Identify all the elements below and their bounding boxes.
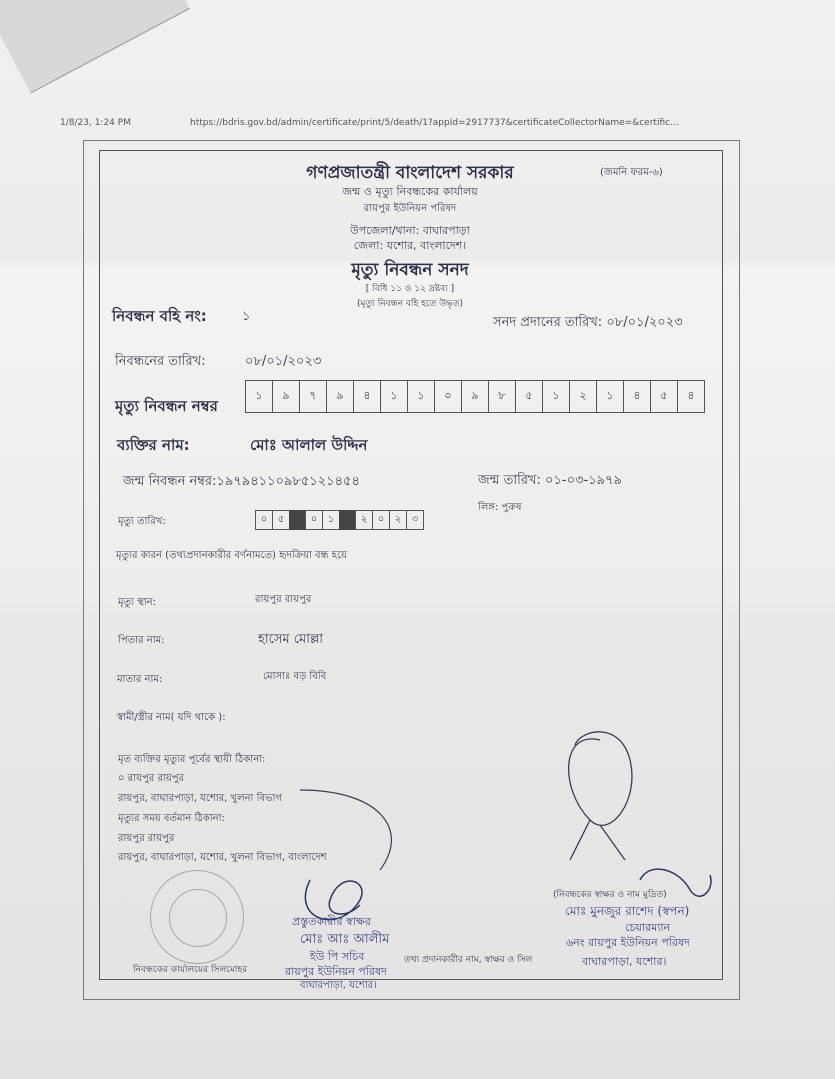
- date-digit-6: ২: [389, 510, 406, 530]
- registrar-role: চেয়ারম্যান: [625, 921, 671, 934]
- reg-date-label: নিবন্ধনের তারিখ:: [115, 354, 206, 369]
- death-place-label: মৃত্যু স্থান:: [118, 597, 156, 608]
- reg-digit-0: ১: [245, 380, 272, 413]
- reg-digit-11: ১: [542, 380, 569, 413]
- reg-digit-12: ২: [569, 380, 596, 413]
- father-value: হাসেম মোল্লা: [258, 632, 324, 647]
- register-book-label: নিবন্ধন বহি নং:: [112, 307, 207, 325]
- reg-digit-5: ১: [380, 380, 407, 413]
- date-digit-1: ৫: [272, 510, 289, 530]
- death-place-value: রায়পুর রায়পুর: [255, 594, 312, 605]
- permanent-address-line2: রায়পুর, বাঘারপাড়া, যশোর, খুলনা বিভাগ: [118, 793, 282, 804]
- mother-label: মাতার নাম:: [117, 674, 163, 685]
- current-address-label: মৃত্যুর সময় বর্তমান ঠিকানা:: [118, 813, 225, 824]
- office-name: জন্ম ও মৃত্যু নিবন্ধকের কার্যালয়: [342, 185, 478, 198]
- date-digit-7: ৩: [406, 510, 424, 530]
- reg-digit-4: ৪: [353, 380, 380, 413]
- registrar-office: ৬নং রায়পুর ইউনিয়ন পরিষদ: [566, 936, 690, 949]
- birth-reg-number: জন্ম নিবন্ধন নম্বর:১৯৭৯৪১১০৯৮৫১২১৪৫৪: [123, 474, 360, 489]
- certificate-title: মৃত্যু নিবন্ধন সনদ: [351, 260, 469, 280]
- father-label: পিতার নাম:: [118, 635, 165, 646]
- reg-digit-7: ০: [434, 380, 461, 413]
- mother-value: মোসাঃ বড় বিবি: [263, 671, 327, 682]
- preparer-signature-label: প্রস্তুতকারীর স্বাক্ষর: [292, 915, 371, 928]
- date-digit-5: ০: [372, 510, 389, 530]
- reg-digit-15: ৫: [650, 380, 677, 413]
- reg-digit-16: ৪: [677, 380, 705, 413]
- reg-digit-2: ৭: [299, 380, 326, 413]
- registrar-place: বাঘারপাড়া, যশোর।: [582, 955, 667, 968]
- date-digit-0: ০: [255, 510, 272, 530]
- reg-digit-13: ১: [596, 380, 623, 413]
- date-digit-3: ১: [322, 510, 339, 530]
- death-cause: মৃত্যুর কারন (তথ্যপ্রদানকারীর বর্ণনামতে) হৃদক্রিয়া বন্ধ হয়ে: [116, 550, 347, 561]
- print-date: 1/8/23, 1:24 PM: [60, 118, 131, 128]
- death-date-label: মৃত্যু তারিখ:: [118, 516, 166, 527]
- spouse-label: স্বামী/স্ত্রীর নাম( যদি থাকে ):: [117, 712, 226, 723]
- seal-caption: নিবন্ধকের কার্যালয়ের সিলমোহর: [133, 965, 248, 975]
- reg-digit-8: ৯: [461, 380, 488, 413]
- person-name-value: মোঃ আলাল উদ্দিন: [250, 436, 368, 454]
- current-address-line1: রায়পুর রায়পুর: [118, 833, 175, 844]
- date-digit-4: ২: [355, 510, 372, 530]
- reg-digit-9: ৮: [488, 380, 515, 413]
- informant-caption: তথ্য প্রদানকারীর নাম, স্বাক্ষর ও সিল: [404, 955, 533, 965]
- person-name-label: ব্যক্তির নাম:: [117, 436, 190, 454]
- permanent-address-label: মৃত ব্যক্তির মৃত্যুর পূর্বের স্থায়ী ঠিকানা:: [118, 754, 266, 765]
- print-url: https://bdris.gov.bd/admin/certificate/print/5/death/1?appId=2917737&certificateCollectorName=&certific...: [190, 118, 679, 128]
- registrar-signature-label: (নিবন্ধকের স্বাক্ষর ও নাম মুদ্রিত): [553, 890, 667, 900]
- registrar-name: মোঃ মুনজুর রাশেদ (স্বপন): [565, 904, 690, 918]
- gender: লিঙ্গ: পুরুষ: [478, 502, 522, 513]
- issue-date: সনদ প্রদানের তারিখ: ০৮/০১/২০২৩: [493, 315, 683, 330]
- preparer-place: বাঘারপাড়া, যশোর।: [300, 980, 377, 991]
- upazila-name: উপজেলা/থানা: বাঘারপাড়া: [350, 224, 470, 237]
- reg-date-value: ০৮/০১/২০২৩: [245, 354, 322, 369]
- current-address-line2: রায়পুর, বাঘারপাড়া, যশোর, খুলনা বিভাগ, বাংলাদেশ: [118, 852, 327, 863]
- reg-digit-14: ৪: [623, 380, 650, 413]
- permanent-address-line1: ০ রায়পুর রায়পুর: [118, 773, 185, 784]
- union-name: রায়পুর ইউনিয়ন পরিষদ: [363, 203, 457, 214]
- excerpt-note: (মৃত্যু নিবন্ধন বহি হতে উদ্ধৃত): [356, 299, 464, 309]
- government-title: গণপ্রজাতন্ত্রী বাংলাদেশ সরকার: [306, 163, 514, 183]
- preparer-name: মোঃ আঃ আলীম: [300, 932, 390, 947]
- form-number: (জমনি ফরম-৬): [600, 167, 663, 178]
- register-book-value: ১: [242, 309, 251, 324]
- preparer-office: রায়পুর ইউনিয়ন পরিষদ: [285, 965, 387, 978]
- reg-digit-3: ৯: [326, 380, 353, 413]
- preparer-role: ইউ পি সচিব: [310, 950, 365, 963]
- birth-date: জন্ম তারিখ: ০১-০৩-১৯৭৯: [478, 473, 622, 488]
- reg-digit-1: ৯: [272, 380, 299, 413]
- district-name: জেলা: যশোর, বাংলাদেশ।: [353, 239, 467, 252]
- reg-digit-10: ৫: [515, 380, 542, 413]
- reg-digit-6: ১: [407, 380, 434, 413]
- rule-reference: [ বিধি ১১ ও ১২ দ্রষ্টব্য ]: [365, 284, 455, 294]
- date-digit-2: ০: [305, 510, 322, 530]
- death-reg-no-label: মৃত্যু নিবন্ধন নম্বর: [115, 397, 218, 415]
